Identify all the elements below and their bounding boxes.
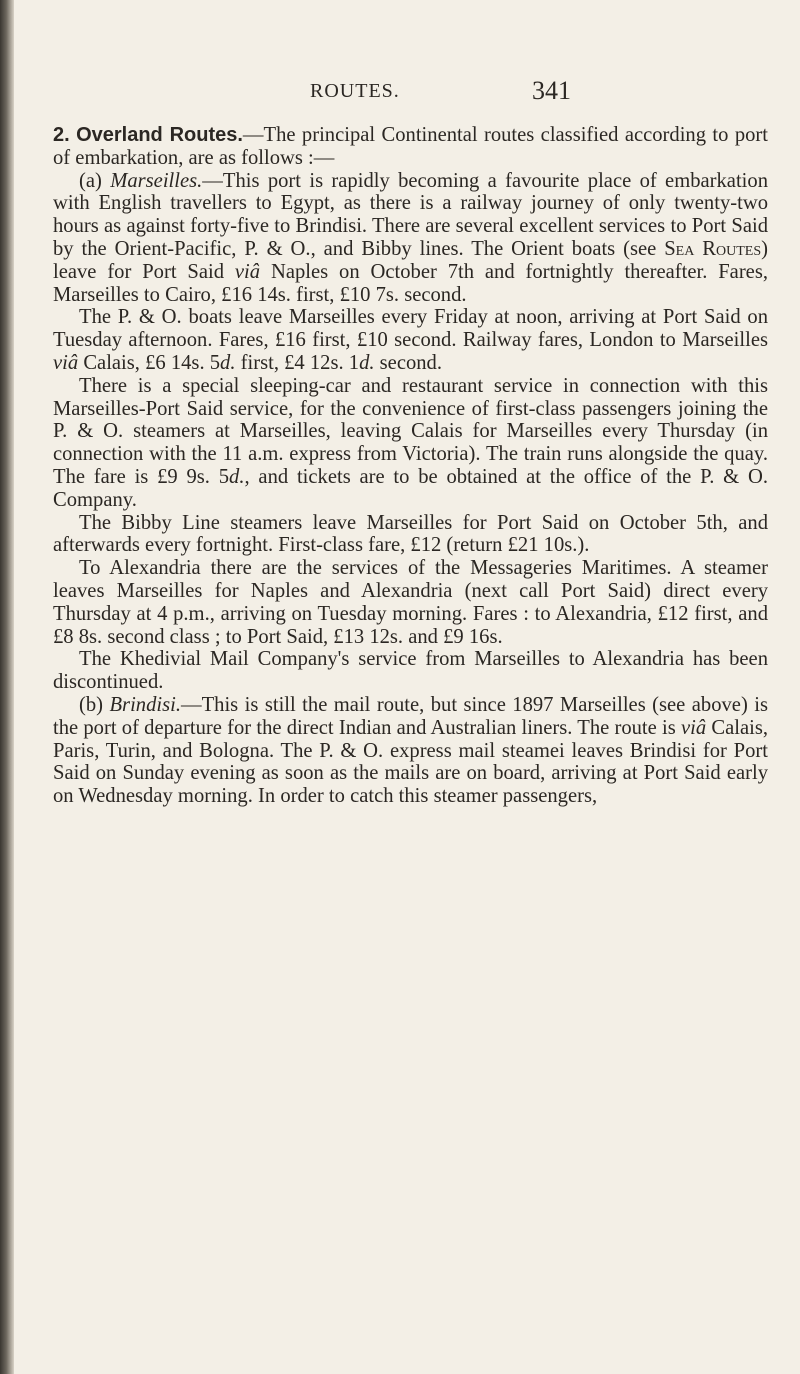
- paragraph-text: first, £4 12s. 1: [235, 351, 360, 374]
- italic-word: viâ: [680, 716, 707, 739]
- paragraph-text: second.: [374, 351, 442, 374]
- italic-word: viâ: [53, 351, 79, 374]
- subsection-heading: Brindisi.: [109, 693, 181, 716]
- paragraph-text: The P. & O. boats leave Marseilles every Friday at noon, arriving at Port Said on Tuesday afternoon. Fares, £16 first, £10 second. Railway fares, London to Marseilles: [53, 306, 768, 352]
- paragraph-overland-routes: [53, 124, 768, 170]
- paragraph-khedivial: The Khedivial Mail Company's service from Marseilles to Alexandria has been discontinued.: [53, 648, 768, 694]
- section-number: 2.: [53, 124, 70, 146]
- paragraph-sleeping-car: [53, 375, 768, 512]
- italic-word: d.: [359, 351, 375, 374]
- page-body: [53, 124, 768, 808]
- paragraph-text: Naples on October 7th and fortnightly thereafter. Fares, Marseilles to Cairo, £16 14s. first, £10 7s. second.: [53, 260, 768, 306]
- paragraph-text: —The principal Continental routes classified according to port of embarkation, are as follows :—: [53, 124, 768, 169]
- book-binding-edge: [0, 0, 14, 1374]
- italic-word: viâ: [234, 260, 261, 283]
- paragraph-po-boats: [53, 306, 768, 374]
- paragraph-text: There is a special sleeping-car and restaurant service in connection with this Marseilles-Port Said service, for the convenience of first-class passengers joining the P. & O. steamers at Marseilles, leaving Calais for Marseilles every Thursday (in connection with the 11 a.m. express from Victoria). The train runs alongside the quay. The fare is £9 9s. 5: [53, 374, 768, 488]
- italic-word: d.: [220, 351, 236, 374]
- subsection-label: (b): [79, 693, 104, 716]
- page-number: 341: [532, 76, 571, 105]
- paragraph-alexandria: To Alexandria there are the services of the Messageries Maritimes. A steamer leaves Marseilles for Naples and Alexandria (next call Port Said) direct every Thursday at 4 p.m., arriving on Tuesday morning. Fares : to Alexandria, £12 first, and £8 8s. second class ; to Port Said, £13 12s. and £9 16s.: [53, 557, 768, 648]
- paragraph-bibby-line: The Bibby Line steamers leave Marseilles for Port Said on October 5th, and afterwards every fortnight. First-class fare, £12 (return £21 10s.).: [53, 511, 768, 557]
- subsection-label: (a): [79, 169, 102, 192]
- paragraph-text: Calais, Paris, Turin, and Bologna. The P. & O. express mail steamei leaves Brindisi for Port Said on Sunday evening as soon as the mails are on board, arriving at Port Said early on Wednesday morning. In order to catch this steamer passengers,: [53, 716, 769, 808]
- paragraph-brindisi: [53, 694, 768, 808]
- running-title: ROUTES.: [310, 80, 400, 102]
- paragraph-marseilles: [53, 170, 768, 307]
- paragraph-text: —This port is rapidly becoming a favourite place of embarkation with English travellers to Egypt, as there is a railway journey of only twenty-two hours as against forty-five to Brindisi. There are several excellent services to Port Said by the Orient-Pacific, P. & O., and Bibby lines. The Orient boats (see: [53, 169, 768, 260]
- subsection-heading: Marseilles.: [110, 169, 203, 192]
- paragraph-text: —This is still the mail route, but since 1897 Marseilles (see above) is the port of departure for the direct Indian and Australian liners. The route is: [53, 693, 768, 739]
- paragraph-text: ) leave for Port Said: [53, 237, 768, 283]
- paragraph-text: Calais, £6 14s. 5: [78, 351, 221, 374]
- cross-reference: Sea Routes: [664, 237, 762, 260]
- page-header: [0, 76, 800, 110]
- paragraph-text: , and tickets are to be obtained at the office of the P. & O. Company.: [53, 465, 769, 511]
- italic-word: d.: [229, 465, 245, 488]
- section-heading: Overland Routes.: [76, 124, 243, 146]
